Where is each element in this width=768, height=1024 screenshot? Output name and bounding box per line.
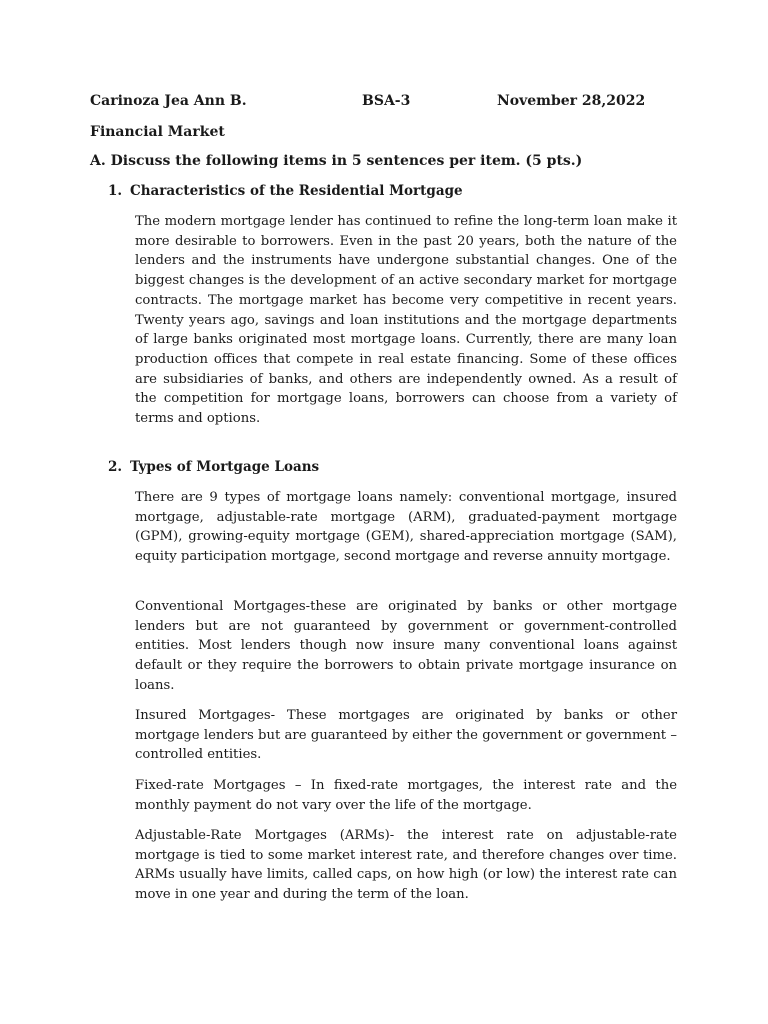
section-paragraph: Insured Mortgages- These mortgages are originated by banks or other mortgage lenders but are guaranteed by either the government or government – controlled entities. (135, 708, 677, 763)
section-heading (108, 183, 463, 199)
student-name: Carinoza Jea Ann B. (90, 93, 247, 109)
document-date: November 28,2022 (497, 93, 646, 109)
section-number: 1. (108, 183, 123, 199)
section-paragraph: There are 9 types of mortgage loans namely: conventional mortgage, insured mortgage, adjustable-rate mortgage (ARM), graduated-payment mortgage (GPM), growing-equity mortgage (GEM), shared-appreciation mortgage (SAM), equity participation mortgage, second mortgage and reverse annuity mortgage. (135, 490, 677, 565)
section-paragraph: The modern mortgage lender has continued to refine the long-term loan make it more desirable to borrowers. Even in the past 20 years, both the nature of the lenders and the instruments have undergone substantial changes. One of the biggest changes is the development of an active secondary market for mortgage contracts. The mortgage market has become very competitive in recent years. Twenty years ago, savings and loan institutions and the mortgage departments of large banks originated most mortgage loans. Currently, there are many loan production offices that compete in real estate financing. Some of these offices are subsidiaries of banks, and others are independently owned. As a result of the competition for mortgage loans, borrowers can choose from a variety of terms and options. (135, 214, 677, 427)
section-paragraph: Adjustable-Rate Mortgages (ARMs)- the interest rate on adjustable-rate mortgage is tied to some market interest rate, and therefore changes over time. ARMs usually have limits, called caps, on how high (or low) the interest rate can move in one year and during the term of the loan. (135, 828, 677, 903)
section-heading (108, 459, 319, 475)
section-paragraph: Conventional Mortgages-these are originated by banks or other mortgage lenders but are not guaranteed by government or government-controlled entities. Most lenders though now insure many conventional loans against default or they require the borrowers to obtain private mortgage insurance on loans. (135, 599, 677, 693)
section-number: 2. (108, 459, 123, 475)
section-paragraph: Fixed-rate Mortgages – In fixed-rate mortgages, the interest rate and the monthly payment do not vary over the life of the mortgage. (135, 778, 677, 813)
section-title: Characteristics of the Residential Mortgage (130, 183, 463, 199)
section-title: Types of Mortgage Loans (130, 459, 320, 475)
instruction-heading: A. Discuss the following items in 5 sentences per item. (5 pts.) (90, 153, 583, 169)
subject-title: Financial Market (90, 124, 225, 140)
course-section: BSA-3 (362, 93, 411, 109)
document-header (90, 93, 690, 113)
